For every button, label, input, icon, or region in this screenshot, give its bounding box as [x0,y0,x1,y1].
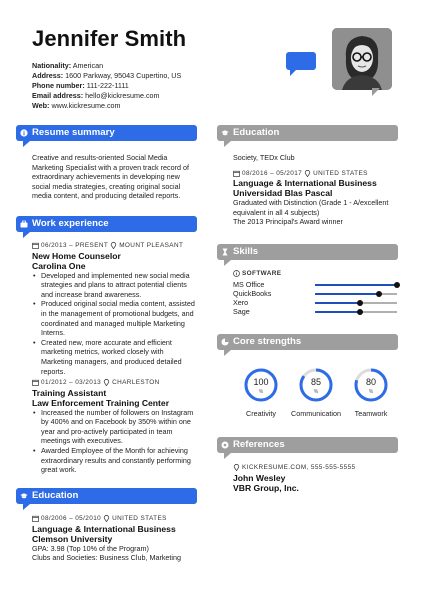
skill-row [233,299,403,308]
job-bullets [32,408,197,475]
education-line: Clubs and Societies: Business Club, Marketing [32,553,182,563]
education-meta: 08/2006 – 05/2010 UNITED STATES [32,514,197,524]
profile-photo [332,28,392,90]
calendar-icon [32,379,39,386]
strength-ring [296,365,336,405]
calendar-icon [32,515,39,522]
quote-circle-icon [221,441,229,449]
job-bullets [32,271,197,377]
skill-level-bar [315,284,397,286]
graduation-cap-icon [221,129,229,137]
skill-level-fill [315,284,397,286]
degree-title: Language & International Business [233,178,377,189]
section-header-education [16,488,197,504]
section-title: Skills [233,246,259,257]
education-line: GPA: 3.98 (Top 10% of the Program) [32,543,149,553]
location-pin-icon [110,242,117,249]
education-line: Society, TEDx Club [233,153,295,162]
ring-value: 85 [310,377,322,387]
decorative-speech-bubble [286,52,316,70]
strength-name: Teamwork [354,409,388,418]
skills-list [233,269,403,317]
section-header-summary [16,125,197,141]
job-title: Training Assistant [32,387,107,398]
contact-address: Address: 1600 Parkway, 95043 Cupertino, US [32,71,182,80]
section-header-strengths [217,334,398,350]
reference-company: VBR Group, Inc. [233,482,299,493]
section-title: Resume summary [32,127,115,138]
skill-row [233,308,403,317]
photo-bubble-tail [372,88,380,96]
education-meta: 08/2016 – 05/2017 UNITED STATES [233,169,403,179]
strength-name: Communication [291,409,341,418]
job-company: Law Enforcement Training Center [32,397,170,408]
section-title: Core strengths [233,336,302,347]
contact-phone: Phone number: 111-222-1111 [32,81,129,90]
hourglass-icon [221,248,229,256]
skill-group-label: SOFTWARE [233,269,403,279]
summary-text: Creative and results-oriented Social Media Marketing Specialist with a proven track record of extraordinary achievements in developing new social media strategies, creating original social media content, and producing detailed reports. [32,153,189,201]
location-pin-icon [233,464,240,471]
calendar-icon [233,170,240,177]
skill-name: MS Office [233,280,265,290]
section-header-skills [217,244,398,260]
degree-title: Language & International Business [32,523,176,534]
school-name: Clemson University [32,533,113,544]
list-item: • Increased the number of followers on Instagram by 400% and on Facebook by 350% within one year and pro-actively participated in team meetings with executives. [32,408,197,446]
school-name: Universidad Blas Pascal [233,188,333,199]
job-entry [32,241,197,376]
info-icon [20,129,28,137]
skill-level-fill [315,302,360,304]
skill-level-bar [315,311,397,313]
ring-unit: % [368,389,374,395]
skill-name: QuickBooks [233,289,272,299]
location-pin-icon [304,170,311,177]
skill-level-marker [357,309,363,315]
education-line: Graduated with Distinction (Grade 1 - A/excellent equivalent in all 4 subjects) [233,198,389,217]
contact-details [32,61,181,111]
strength-item [231,365,291,418]
section-title: Work experience [32,218,109,229]
section-header-work [16,216,197,232]
skill-level-marker [394,282,400,288]
skill-level-fill [315,293,379,295]
calendar-icon [32,242,39,249]
pie-chart-icon [221,338,229,346]
reference-entry [233,463,403,493]
person-portrait-icon [332,28,392,90]
strength-item [341,365,401,418]
education-entry [233,153,403,227]
job-meta: 01/2012 – 03/2013 CHARLESTON [32,378,197,388]
job-company: Carolina One [32,260,86,271]
graduation-cap-icon [20,492,28,500]
strength-item [286,365,346,418]
education-line: The 2013 Principal's Award winner [233,217,343,227]
skill-rows [233,281,403,317]
skill-level-bar [315,293,397,295]
strength-ring [241,365,281,405]
ring-unit: % [313,389,319,395]
skill-name: Sage [233,307,250,317]
job-meta: 06/2013 – PRESENT MOUNT PLEASANT [32,241,197,251]
ring-value: 80 [365,377,377,387]
skill-level-marker [357,300,363,306]
contact-web: Web: www.kickresume.com [32,101,121,110]
list-item: • Awarded Employee of the Month for achieving extraordinary results and constantly performing great work. [32,446,197,475]
list-item: • Produced original social media content, assisted in the management of promotional budgets, and coordinated and managed multiple Marketing Interns. [32,299,197,337]
skill-level-marker [376,291,382,297]
strength-ring [351,365,391,405]
contact-nationality: Nationality: American [32,61,104,70]
reference-name: John Wesley [233,472,286,483]
contact-email: Email address: hello@kickresume.com [32,91,160,100]
job-entry [32,378,197,475]
skill-name: Xero [233,298,249,308]
section-title: Education [32,490,79,501]
section-title: References [233,439,285,450]
skill-row [233,281,403,290]
strength-name: Creativity [246,409,276,418]
info-circle-icon [233,270,240,277]
list-item: • Developed and implemented new social media strategies and plans to attract potential clients and increase brand awareness. [32,271,197,300]
location-pin-icon [103,379,110,386]
skill-row [233,290,403,299]
section-header-education-right [217,125,398,141]
education-entry [32,514,197,563]
ring-value: 100 [253,377,269,387]
skill-level-fill [315,311,360,313]
ring-unit: % [258,389,264,395]
section-header-references [217,437,398,453]
job-title: New Home Counselor [32,250,121,261]
reference-contact: KICKRESUME.COM, 555-555-5555 [233,463,403,473]
location-pin-icon [103,515,110,522]
skill-level-bar [315,302,397,304]
candidate-name: Jennifer Smith [32,26,187,51]
briefcase-icon [20,220,28,228]
list-item: • Created new, more accurate and efficient marketing metrics, worked closely with Marketing managers, and produced detailed reports. [32,338,197,376]
section-title: Education [233,127,280,138]
